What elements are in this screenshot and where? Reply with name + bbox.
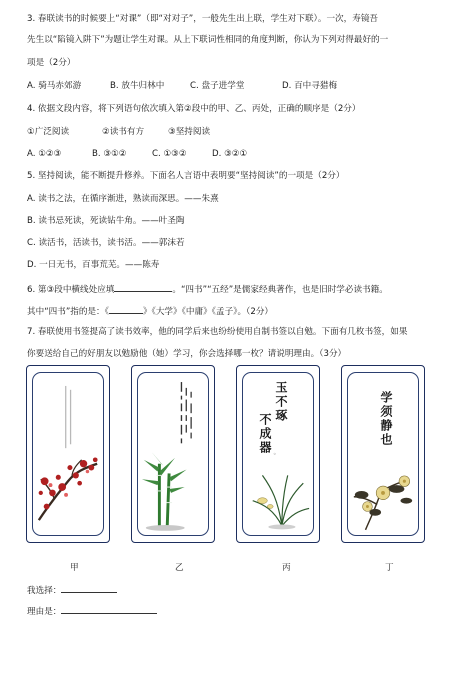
bookmark-ding-text: 学须静也 (379, 391, 393, 447)
bookmark-label-ding: 丁 (385, 563, 394, 573)
chrysanthemum-image (348, 373, 418, 535)
answer-reason-row (27, 604, 157, 618)
q5-option-a: A. 读书之法，在循序渐进，熟读而深思。——朱熹 (27, 194, 219, 204)
q3-option-d: D. 百中寻猎梅 (282, 81, 338, 91)
q5-line1: 5. 坚持阅读，能不断提升修养。下面名人言语中表明要“坚持阅读”的一项是（2分） (27, 171, 345, 181)
q4-items (27, 126, 210, 138)
q5-option-b: B. 读书忌死读，死读钻牛角。——叶圣陶 (27, 216, 185, 226)
plum-blossom-image (33, 373, 103, 535)
bookmark-label-yi: 乙 (175, 563, 184, 573)
q7-line2: 你要送给自己的好朋友以勉励他（她）学习，你会选择哪一枚？请说明理由。（3分） (27, 349, 347, 359)
bookmark-bing-inner (242, 372, 314, 536)
q3-line1: 3. 春联读书的时候要上“对课”（即“对对子”，一般先生出上联，学生对下联）。一次，寿镜吾 (27, 14, 379, 24)
bookmark-bing[interactable] (236, 365, 320, 543)
q4-item-3: ③坚持阅读 (168, 127, 211, 137)
bookmark-bing-seal: ◦ (273, 451, 277, 458)
bookmark-yi-inner (137, 372, 209, 536)
q6-line2 (27, 304, 273, 318)
q3-option-b: B. 放牛归林中 (110, 81, 165, 91)
q4-item-2: ②读书有方 (102, 127, 145, 137)
q4-options (27, 148, 247, 160)
bamboo-image (138, 373, 208, 535)
q4-option-a: A. ①②③ (27, 149, 62, 159)
q4-option-d: D. ③②① (212, 149, 248, 159)
q5-option-d: D. 一日无书，百事荒芜。——陈寿 (27, 260, 160, 270)
bookmark-jia-inner (32, 372, 104, 536)
bookmark-bing-text: 不成器 (258, 413, 272, 455)
bookmark-label-jia: 甲 (70, 563, 79, 573)
bookmark-jia[interactable] (26, 365, 110, 543)
bookmark-label-bing: 丙 (282, 563, 291, 573)
q4-line1: 4. 依据文段内容，将下列语句依次填入第②段中的甲、乙、丙处，正确的顺序是（2分） (27, 104, 361, 114)
q4-option-c: C. ①③② (152, 149, 187, 159)
answer-choose-blank[interactable] (61, 583, 117, 593)
q4-option-b: B. ③①② (92, 149, 127, 159)
q3-option-c: C. 盘子进学堂 (190, 81, 245, 91)
bookmark-ding[interactable] (341, 365, 425, 543)
q6-blank-1[interactable] (114, 282, 172, 292)
q3-line3: 项是（2分） (27, 58, 76, 68)
q6-line2-pre: 其中“四书”指的是：《 (27, 307, 109, 317)
bookmark-bing-text-top: 玉不琢 (274, 381, 288, 423)
q7-line1: 7. 春联使用书签提高了读书效率，他的同学后来也纷纷使用自制书签以自勉。下面有几枚书签，如果 (27, 327, 408, 337)
q3-options (27, 80, 337, 92)
q6-line1 (27, 282, 388, 296)
answer-reason-blank[interactable] (61, 604, 157, 614)
answer-choose-row (27, 583, 117, 597)
q3-line2: 先生以“陷镜入阱下”为题让学生对课。从上下联词性相同的角度判断，你认为下列对得最好的一 (27, 35, 389, 45)
q3-option-a: A. 骑马赤郊游 (27, 81, 82, 91)
orchid-image (243, 373, 313, 535)
q6-blank-2[interactable] (109, 304, 143, 314)
answer-reason-label: 理由是： (27, 607, 62, 617)
bookmark-yi[interactable] (131, 365, 215, 543)
q5-option-c: C. 读活书，活读书，读书活。——郭沫若 (27, 238, 185, 248)
bookmark-ding-inner (347, 372, 419, 536)
q6-line2-post: 》《大学》《中庸》《孟子》。（2分） (142, 307, 274, 317)
answer-choose-label: 我选择： (27, 586, 62, 596)
q4-item-1: ①广泛阅读 (27, 127, 70, 137)
q6-line1-post: 。“四书”“五经”是儒家经典著作，也是旧时学必读书籍。 (172, 285, 388, 295)
q6-line1-pre: 6. 第③段中横线处应填 (27, 285, 115, 295)
